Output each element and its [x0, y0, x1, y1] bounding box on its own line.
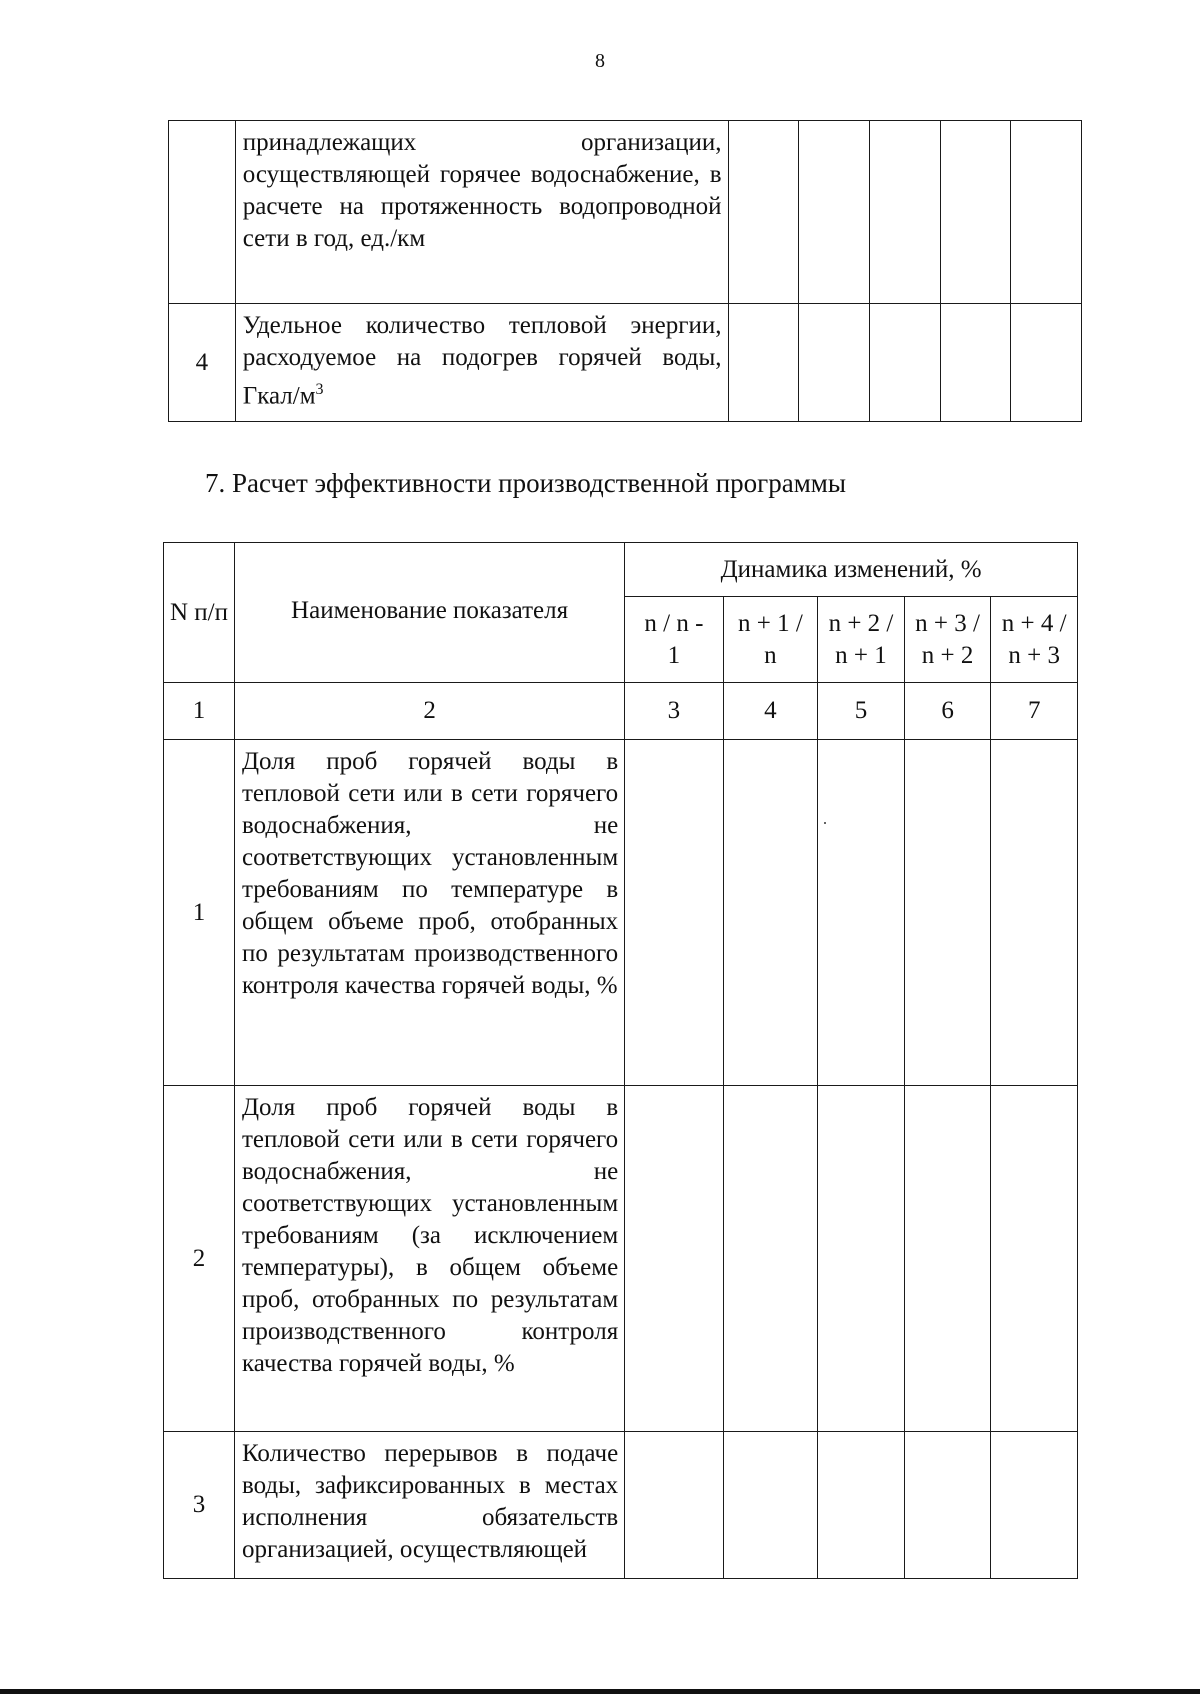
row-number: 1 — [164, 740, 235, 1086]
row-number: 3 — [164, 1432, 235, 1579]
header-name: Наименование показателя — [235, 543, 625, 683]
value-cell — [940, 304, 1011, 422]
column-numbers-row — [164, 683, 1078, 740]
value-cell — [625, 1432, 723, 1579]
column-number: 4 — [723, 683, 818, 740]
header-period: n + 2 / n + 1 — [818, 597, 905, 683]
page-number: 8 — [595, 50, 605, 72]
value-cell — [991, 1086, 1078, 1432]
value-cell — [869, 121, 940, 304]
value-cell — [625, 740, 723, 1086]
header-period: n / n - 1 — [625, 597, 723, 683]
header-period: n + 1 / n — [723, 597, 818, 683]
value-cell — [991, 740, 1078, 1086]
efficiency-table — [163, 542, 1078, 1579]
table-row — [169, 304, 1082, 422]
column-number: 1 — [164, 683, 235, 740]
value-cell — [625, 1086, 723, 1432]
indicator-name: Доля проб горячей воды в тепловой сети или в сети горячего водоснабжения, не соответствующих установленным требованиям по температуре в общем объеме проб, отобранных по результатам производственного контроля качества горячей воды, % — [235, 740, 625, 1086]
scan-speck — [824, 822, 826, 824]
column-number: 6 — [904, 683, 991, 740]
table-row — [164, 1432, 1078, 1579]
table-row — [164, 740, 1078, 1086]
value-cell — [728, 121, 799, 304]
column-number: 7 — [991, 683, 1078, 740]
column-number: 2 — [235, 683, 625, 740]
value-cell — [904, 740, 991, 1086]
value-cell — [904, 1086, 991, 1432]
column-number: 5 — [818, 683, 905, 740]
value-cell — [869, 304, 940, 422]
header-num: N п/п — [164, 543, 235, 683]
indicator-name: Количество перерывов в подаче воды, зафиксированных в местах исполнения обязательств организацией, осуществляющей — [235, 1432, 625, 1579]
indicator-name: принадлежащих организации, осуществляющей горячее водоснабжение, в расчете на протяженность водопроводной сети в год, ед./км — [235, 121, 728, 304]
indicators-table-continuation — [168, 120, 1082, 422]
value-cell — [799, 121, 870, 304]
value-cell — [723, 1432, 818, 1579]
value-cell — [940, 121, 1011, 304]
value-cell — [818, 740, 905, 1086]
indicator-name — [235, 304, 728, 422]
value-cell — [818, 1086, 905, 1432]
header-row — [164, 543, 1078, 597]
header-group: Динамика изменений, % — [625, 543, 1078, 597]
value-cell — [904, 1432, 991, 1579]
value-cell — [723, 1086, 818, 1432]
row-number — [169, 121, 236, 304]
value-cell — [818, 1432, 905, 1579]
value-cell — [723, 740, 818, 1086]
row-number: 4 — [169, 304, 236, 422]
value-cell — [799, 304, 870, 422]
value-cell — [728, 304, 799, 422]
indicator-name: Доля проб горячей воды в тепловой сети или в сети горячего водоснабжения, не соответствующих установленным требованиям (за исключением температуры), в общем объеме проб, отобранных по результатам производственного контроля качества горячей воды, % — [235, 1086, 625, 1432]
value-cell — [1011, 304, 1082, 422]
section-heading: 7. Расчет эффективности производственной программы — [205, 468, 847, 498]
header-period: n + 3 / n + 2 — [904, 597, 991, 683]
value-cell — [1011, 121, 1082, 304]
header-period: n + 4 / n + 3 — [991, 597, 1078, 683]
value-cell — [991, 1432, 1078, 1579]
row-number: 2 — [164, 1086, 235, 1432]
table-row — [169, 121, 1082, 304]
bottom-rule — [0, 1689, 1200, 1694]
indicator-text: Удельное количество тепловой энергии, расходуемое на подогрев горячей воды, Гкал/м — [242, 312, 722, 410]
table-row — [164, 1086, 1078, 1432]
unit-superscript: 3 — [315, 381, 324, 398]
column-number: 3 — [625, 683, 723, 740]
